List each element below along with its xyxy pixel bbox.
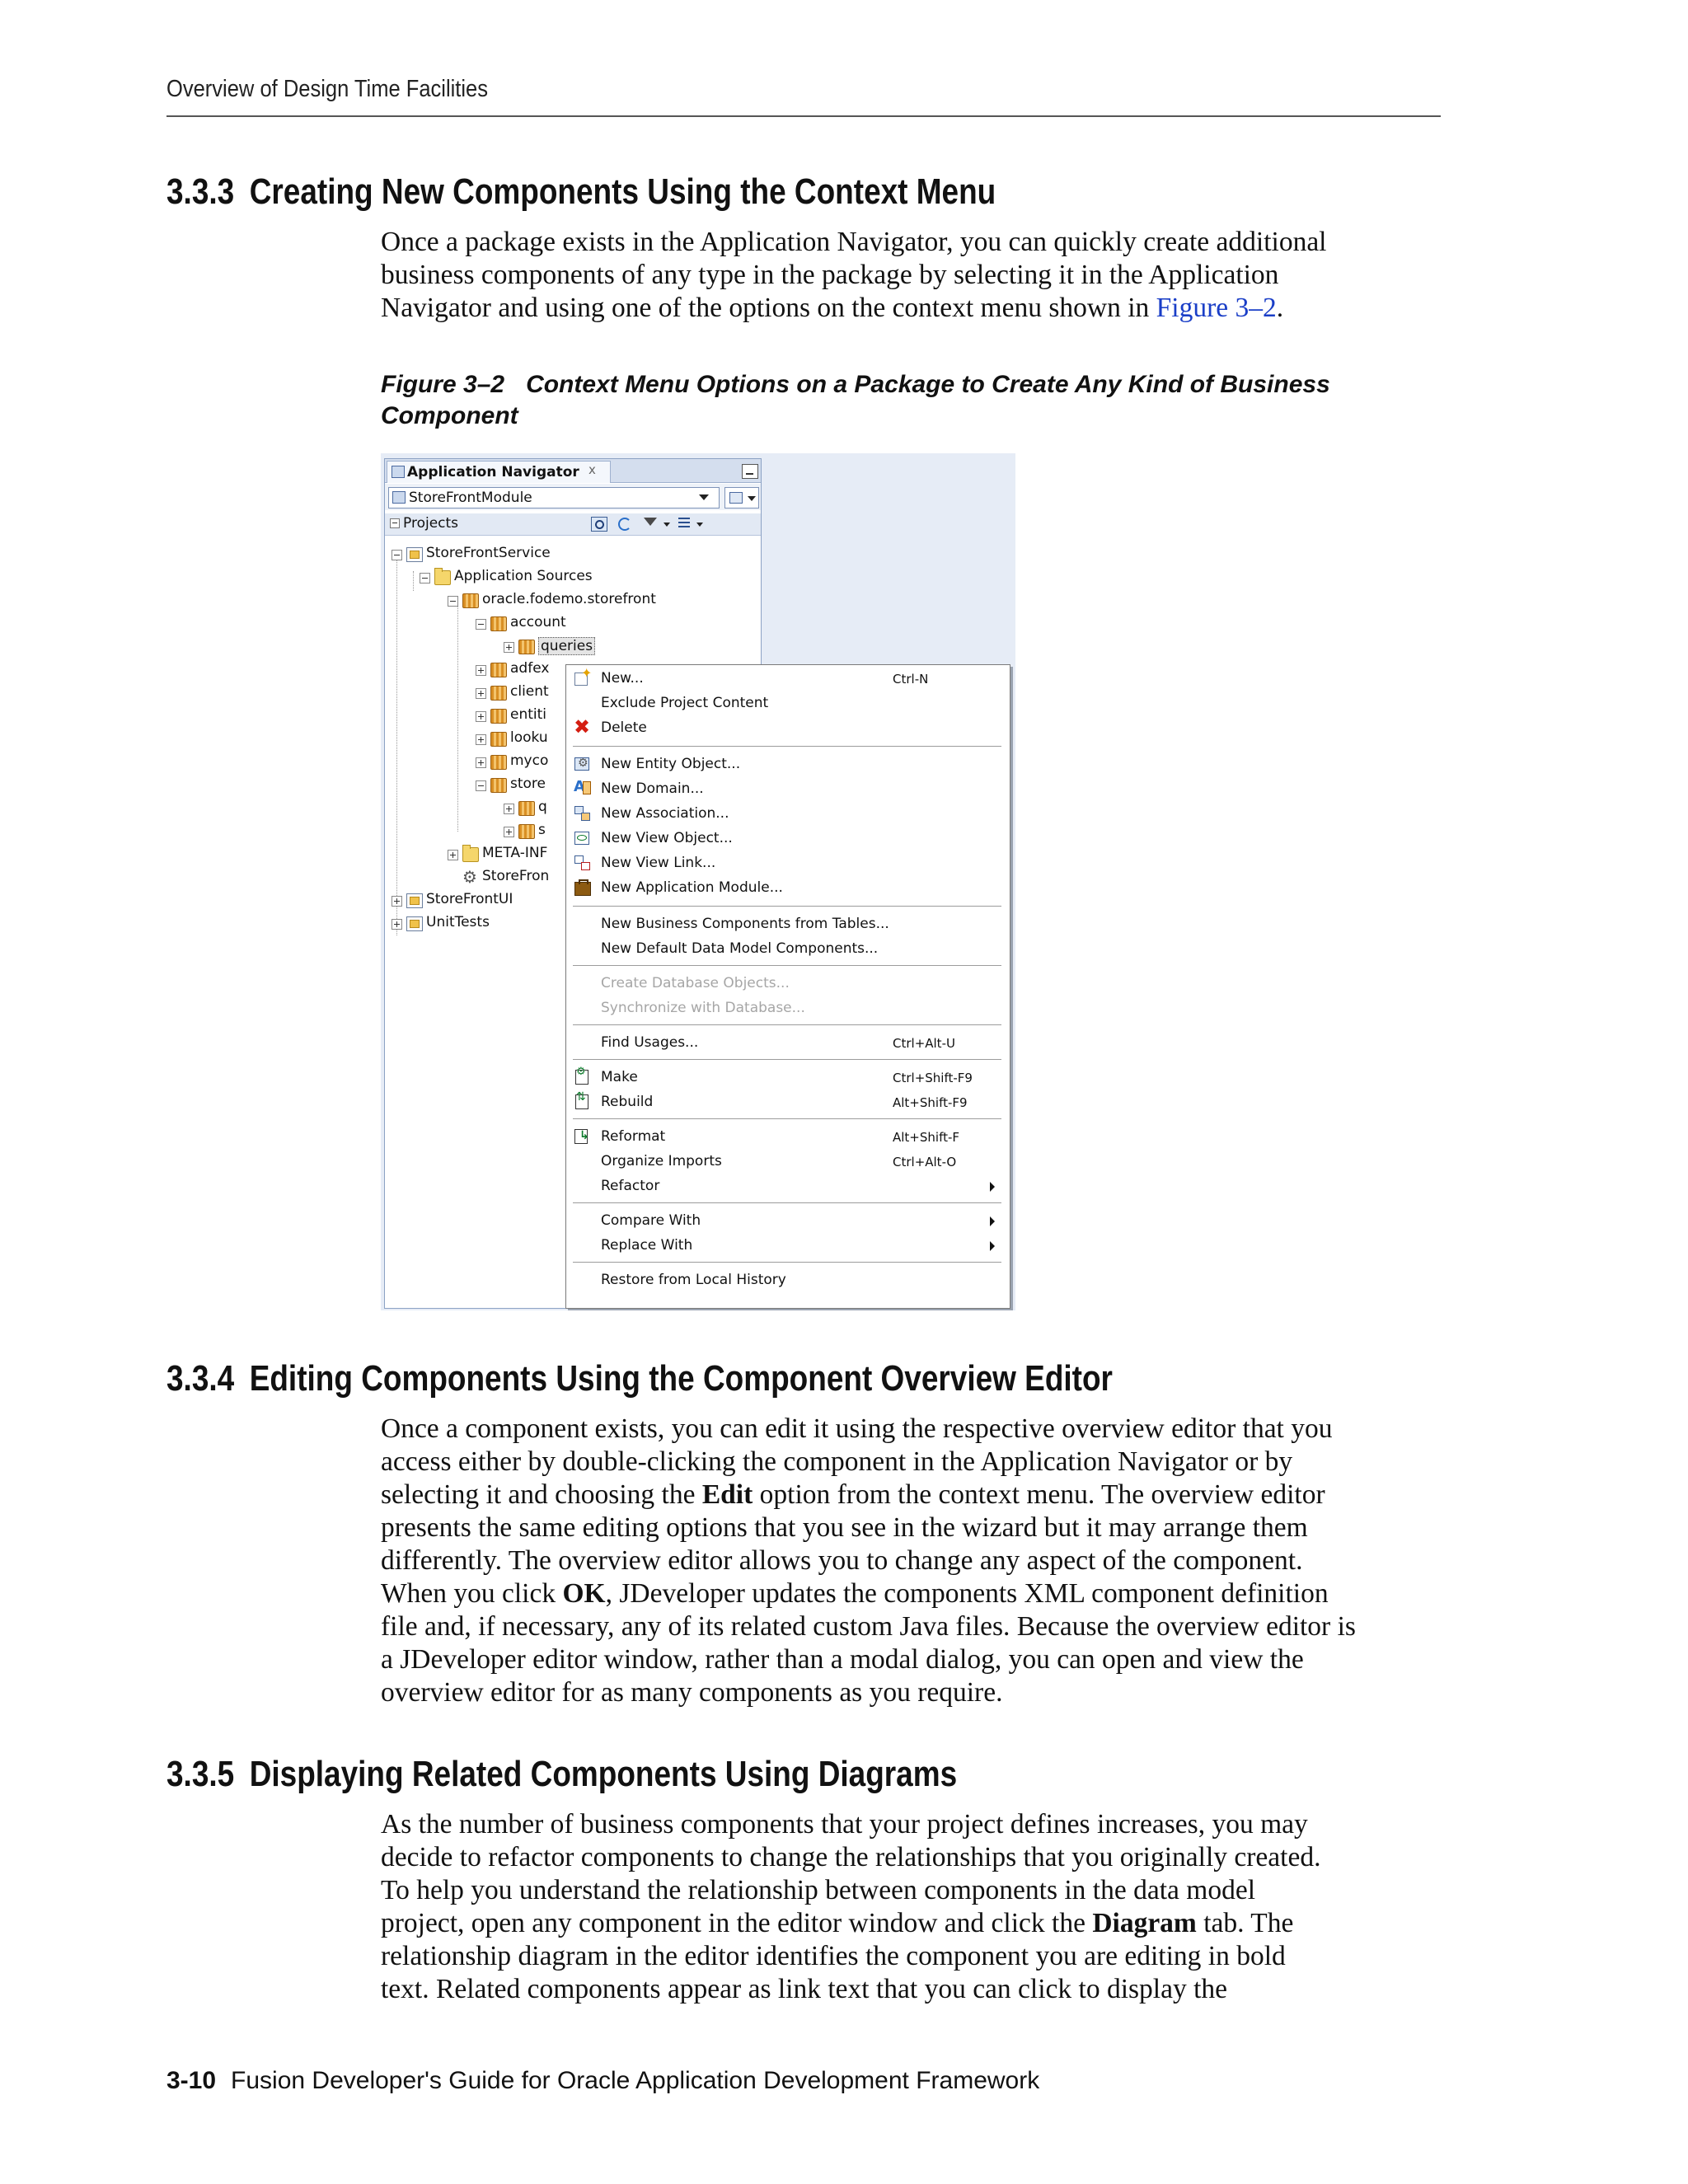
menu-item-new-view-object[interactable]: New View Object... [566, 827, 1010, 850]
project-icon [406, 547, 423, 562]
rebuild-icon [573, 1093, 591, 1109]
menu-item-new-view-link[interactable]: New View Link... [566, 851, 1010, 874]
package-icon [490, 686, 507, 701]
page-footer [166, 2067, 1039, 2095]
project-tree: StoreFrontService Application Sources oracle.fodemo.storefront account queries adfex client entiti looku myco store q s META-INF ⚙ StoreFron StoreFrontUI UnitTests [385, 538, 761, 1000]
menu-separator [573, 1262, 1001, 1263]
projects-label: Projects [403, 515, 459, 532]
section-335-heading [166, 1754, 957, 1795]
navigator-icon [392, 466, 405, 478]
navigator-tabbar [385, 459, 761, 483]
package-icon [490, 732, 507, 747]
menu-item-replace-with[interactable]: Replace With [566, 1234, 1010, 1257]
sync-icon[interactable] [617, 517, 632, 530]
module-row [385, 484, 761, 510]
menu-item-exclude-project-content[interactable]: Exclude Project Content [601, 695, 769, 711]
menu-item-new-business-components-from-tables[interactable]: New Business Components from Tables... [601, 916, 889, 932]
figure-number: Figure 3–2 [381, 371, 505, 398]
module-icon [392, 491, 406, 504]
gear-icon [462, 870, 477, 883]
view-object-icon [573, 829, 591, 846]
module-select-value: StoreFrontModule [409, 490, 532, 506]
chevron-down-icon [699, 494, 709, 500]
section-333-paragraph [381, 226, 1452, 325]
folder-icon [434, 570, 451, 585]
menu-item-make[interactable]: ⚙ Make Ctrl+Shift-F9 [566, 1066, 1010, 1089]
package-icon [490, 709, 507, 724]
menu-item-delete[interactable]: ✖ Delete [566, 716, 1010, 739]
menu-item-compare-with[interactable]: Compare With [566, 1209, 1010, 1232]
domain-icon [573, 780, 591, 796]
para-line: Once a package exists in the Application Navigator, you can quickly create additional [381, 227, 1327, 257]
submenu-arrow-icon [990, 1216, 995, 1226]
menu-item-rebuild[interactable]: ⇅ Rebuild Alt+Shift-F9 [566, 1090, 1010, 1113]
menu-item-reformat[interactable]: ↳ Reformat Alt+Shift-F [566, 1125, 1010, 1148]
figure-caption: Figure 3–2 Context Menu Options on a Package to Create Any Kind of Business Component [381, 371, 1330, 429]
folder-icon [462, 847, 479, 862]
section-number: 3.3.4 [166, 1358, 235, 1399]
projects-header [385, 513, 761, 536]
figure-screenshot [381, 453, 1015, 1310]
para-line: business components of any type in the package by selecting it in the Application [381, 260, 1279, 290]
filter-icon[interactable] [644, 517, 659, 530]
menu-item-new-domain[interactable]: A New Domain... [566, 777, 1010, 800]
section-333-heading [166, 171, 996, 213]
navigator-tab-title: Application Navigator [407, 464, 579, 480]
menu-separator [573, 1202, 1001, 1203]
menu-separator [573, 906, 1001, 907]
menu-item-synchronize-with-database: Synchronize with Database... [601, 1000, 805, 1016]
menu-separator [573, 1059, 1001, 1060]
association-icon [573, 804, 591, 821]
menu-separator [573, 1024, 1001, 1025]
reformat-icon [573, 1127, 591, 1144]
figure-link[interactable]: Figure 3–2 [1156, 293, 1277, 323]
para-line: Navigator and using one of the options on the context menu shown in Figure 3–2. [381, 293, 1284, 323]
running-header: Overview of Design Time Facilities [166, 76, 489, 102]
section-title: Creating New Components Using the Context Menu [249, 171, 996, 212]
delete-icon [573, 719, 591, 735]
package-icon [490, 755, 507, 770]
section-334-paragraph: Once a component exists, you can edit it using the respective overview editor that you access either by double-clicking the component in the Application Navigator or by selecting it and choosing the Edit option from the context menu. The overview editor presents the same editing options that you see in the wizard but it may arrange them differently. The overview editor allows you to change any aspect of the component. When you click OK, JDeveloper updates the components XML component definition file and, if necessary, any of its related custom Java files. Because the overview editor is a JDeveloper editor window, rather than a modal dialog, you can open and view the overview editor for as many components as you require. [381, 1413, 1356, 1708]
package-icon [518, 801, 535, 816]
header-rule [166, 115, 1441, 117]
view-link-icon [573, 854, 591, 870]
collapse-icon[interactable] [390, 518, 400, 528]
menu-separator [573, 965, 1001, 966]
menu-item-new[interactable]: ✦ New... Ctrl-N [566, 667, 1010, 690]
menu-item-new-association[interactable]: New Association... [566, 802, 1010, 825]
context-menu [565, 664, 1010, 1309]
levels-icon[interactable] [678, 517, 693, 530]
menu-item-refactor[interactable]: Refactor [566, 1174, 1010, 1197]
entity-object-icon [573, 755, 591, 771]
menu-item-restore-from-local-history[interactable]: Restore from Local History [601, 1272, 786, 1288]
section-title: Editing Components Using the Component Overview Editor [249, 1358, 1113, 1399]
minimize-button[interactable] [742, 464, 758, 479]
page-number: 3-10 [166, 2067, 217, 2094]
menu-item-organize-imports[interactable]: Organize Imports Ctrl+Alt-O [601, 1153, 957, 1169]
section-334-heading [166, 1358, 1113, 1399]
application-module-icon [573, 879, 591, 895]
section-title: Displaying Related Components Using Diagrams [249, 1754, 958, 1794]
search-icon[interactable] [591, 517, 607, 532]
menu-separator [573, 746, 1001, 747]
package-icon [490, 778, 507, 793]
submenu-arrow-icon [990, 1182, 995, 1192]
section-number: 3.3.3 [166, 171, 235, 212]
menu-item-new-entity-object[interactable]: ⚙ New Entity Object... [566, 752, 1010, 776]
project-icon [406, 893, 423, 908]
section-335-paragraph: As the number of business components that your project defines increases, you may decide to refactor components to change the relationships that you originally created. To help you understand the relationship between components in the data model project, open any component in the editor window and click the Diagram tab. The relationship diagram in the editor identifies the component you are editing in bold text. Related components appear as link text that you can click to display the [381, 1809, 1321, 2004]
menu-separator [573, 1118, 1001, 1119]
new-icon [573, 669, 591, 686]
package-icon [462, 593, 479, 608]
package-icon [518, 824, 535, 839]
menu-item-find-usages[interactable]: Find Usages... Ctrl+Alt-U [601, 1034, 955, 1051]
section-number: 3.3.5 [166, 1754, 235, 1794]
working-set-button[interactable] [724, 487, 759, 509]
make-icon [573, 1068, 591, 1085]
package-icon [490, 663, 507, 677]
navigator-tab[interactable] [387, 461, 611, 483]
menu-item-new-default-data-model-components[interactable]: New Default Data Model Components... [601, 940, 879, 957]
project-icon [406, 916, 423, 931]
module-select[interactable] [388, 487, 720, 509]
close-icon[interactable]: x [588, 462, 596, 477]
menu-item-new-application-module[interactable]: New Application Module... [566, 876, 1010, 899]
package-icon [518, 640, 535, 654]
package-icon [490, 616, 507, 631]
book-title: Fusion Developer's Guide for Oracle Application Development Framework [231, 2067, 1040, 2094]
menu-item-create-database-objects: Create Database Objects... [601, 975, 790, 991]
submenu-arrow-icon [990, 1241, 995, 1251]
